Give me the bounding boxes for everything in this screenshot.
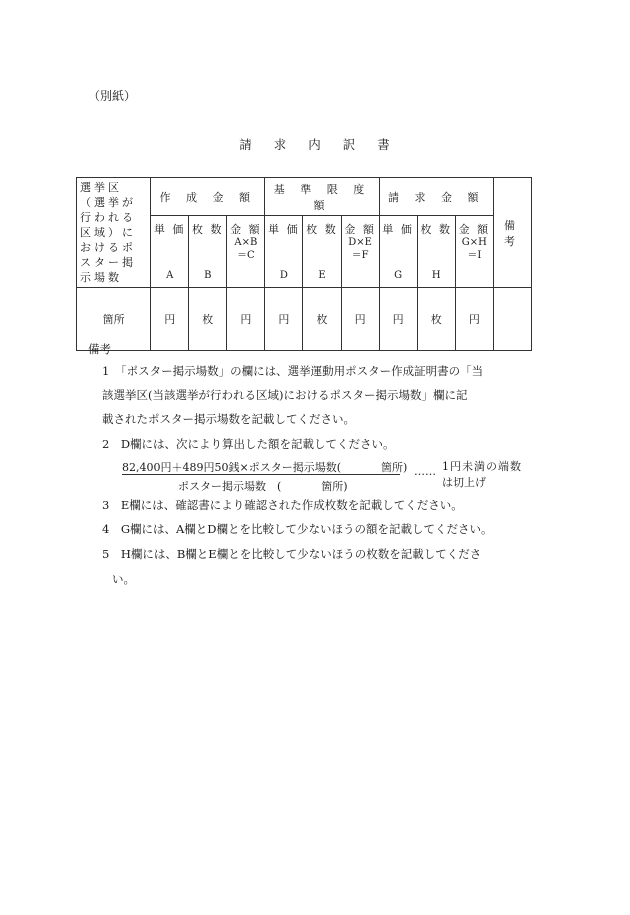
cell-e[interactable]: 枚 — [303, 288, 341, 351]
formula-fraction-line — [122, 474, 400, 475]
subheader-unit-price-a: 単 価 A — [151, 216, 189, 288]
cell-c[interactable]: 円 — [227, 288, 265, 351]
note-2: 2 D欄には、次により算出した額を記載してください。 — [102, 437, 395, 451]
group-header-claim-amount: 請 求 金 額 — [379, 178, 493, 216]
breakdown-table — [76, 177, 532, 351]
cell-i[interactable]: 円 — [455, 288, 493, 351]
subheader-amount-f: 金 額 D×E ＝F — [341, 216, 379, 288]
attachment-label: （別紙） — [88, 89, 137, 103]
note-1-line-3: 載されたポスター掲示場数を記載してください。 — [102, 412, 355, 426]
formula-numerator: 82,400円＋489円50銭×ポスター掲示場数( 箇所) — [122, 461, 408, 474]
subheader-amount-i: 金 額 G×H ＝I — [455, 216, 493, 288]
formula-ellipsis: …… — [414, 465, 436, 478]
subheader-count-b: 枚 数 B — [189, 216, 227, 288]
note-5-line-2: い。 — [112, 572, 135, 586]
title-char: 内 — [308, 137, 322, 152]
rounding-note-line-2: は切上げ — [442, 476, 486, 489]
notes-heading: 備考 — [88, 342, 111, 356]
cell-f[interactable]: 円 — [341, 288, 379, 351]
cell-a[interactable]: 円 — [151, 288, 189, 351]
subheader-unit-price-g: 単 価 G — [379, 216, 417, 288]
title-char: 求 — [273, 137, 288, 152]
note-1-line-1: 1 「ポスター掲示場数」の欄には、選挙運動用ポスター作成証明書の「当 — [102, 364, 484, 378]
title-char: 訳 — [342, 137, 357, 152]
cell-poster-count[interactable]: 箇所 — [77, 288, 151, 351]
row-header-poster-count: 選挙区（選挙が行われる区域）におけるポスター掲示場数 — [77, 178, 151, 288]
note-3: 3 E欄には、確認書により確認された作成枚数を記載してください。 — [102, 498, 463, 512]
cell-h[interactable]: 枚 — [417, 288, 455, 351]
subheader-count-h: 枚 数 H — [417, 216, 455, 288]
rounding-note-line-1: 1円未満の端数 — [442, 460, 522, 473]
title-char: 書 — [377, 137, 391, 152]
note-5-line-1: 5 H欄には、B欄とE欄とを比較して少ないほうの枚数を記載してくださ — [102, 547, 482, 561]
document-title — [0, 135, 630, 153]
subheader-amount-c: 金 額 A×B ＝C — [227, 216, 265, 288]
cell-g[interactable]: 円 — [379, 288, 417, 351]
note-1-line-2: 該選挙区(当該選挙が行われる区域)におけるポスター掲示場数」欄に記 — [102, 388, 468, 402]
note-4: 4 G欄には、A欄とD欄とを比較して少ないほうの額を記載してください。 — [102, 522, 493, 536]
subheader-count-e: 枚 数 E — [303, 216, 341, 288]
group-header-standard-limit: 基 準 限 度 額 — [265, 178, 379, 216]
cell-remarks[interactable] — [493, 288, 531, 351]
group-header-creation-amount: 作 成 金 額 — [151, 178, 265, 216]
cell-b[interactable]: 枚 — [189, 288, 227, 351]
formula-denominator: ポスター掲示場数 ( 箇所) — [178, 480, 348, 493]
group-header-remarks: 備 考 — [493, 178, 531, 288]
subheader-unit-price-d: 単 価 D — [265, 216, 303, 288]
title-char: 請 — [239, 137, 253, 152]
cell-d[interactable]: 円 — [265, 288, 303, 351]
